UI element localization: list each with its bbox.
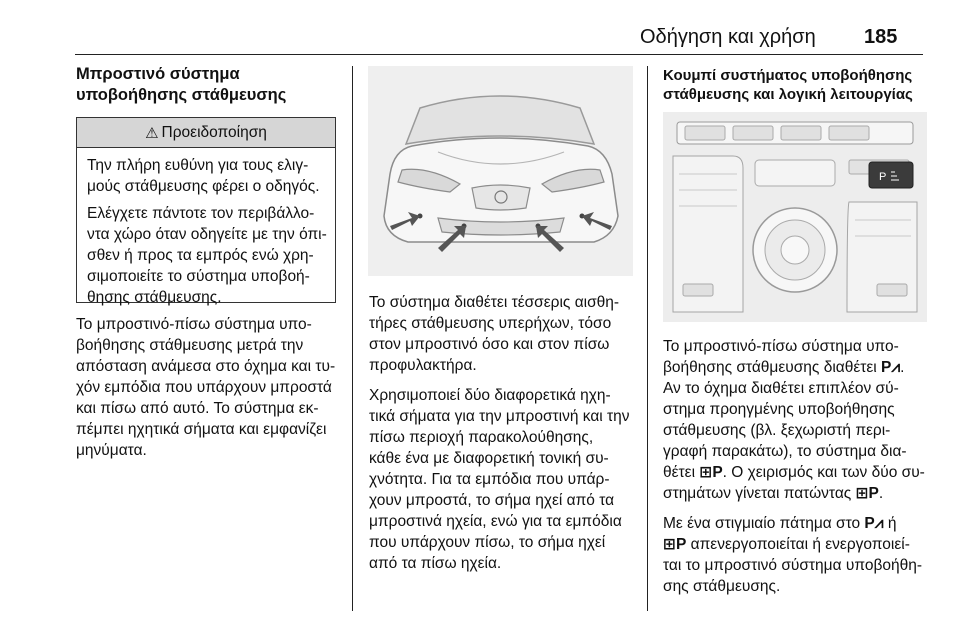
parking-assist-symbol: P⩘ <box>881 359 901 376</box>
advanced-parking-symbol: ⊞P <box>855 485 879 502</box>
car-front-illustration <box>368 66 633 276</box>
right-paragraph-2: Με ένα στιγμιαίο πάτημα στο P⩘ ή ⊞P απενεργοποιείται ή ενεργοποιεί- ται το μπροστινό σύστημα υποβοήθη- σης στάθμευσης. <box>663 515 922 595</box>
right-subtitle-block <box>663 66 933 104</box>
middle-paragraph-2: Χρησιμοποιεί δύο διαφορετικά ηχη- τικά σήματα για την μπροστινή και την πίσω περιοχή παρακολούθησης, κάθε ένα με διαφορετική τονική συ- χνότητα. Για τα εμπόδια που υπάρ- χουν μπροστά, το σήμα ηχεί από τα μπροστινά ηχεία, ενώ για τα εμπόδια που υπάρχουν πίσω, το σήμα ηχεί από τα πίσω ηχεία. <box>369 387 630 572</box>
column-divider-right <box>647 66 648 611</box>
page-header-title: Οδήγηση και χρήση <box>640 26 816 48</box>
control-panel-figure <box>663 112 927 322</box>
parking-assist-symbol: P⩘ <box>864 515 884 532</box>
center-console-illustration <box>663 112 927 322</box>
warning-paragraph-2: Ελέγχετε πάντοτε τον περιβάλλο- ντα χώρο όταν οδηγείτε με την όπι- σθεν ή προς τα εμπρός ενώ χρη- σιμοποιείτε το σύστημα υποβοή- θησης στάθμευσης. <box>87 205 327 306</box>
car-front-sensors-figure <box>368 66 633 276</box>
advanced-parking-symbol: ⊞P <box>699 464 723 481</box>
section-title: Μπροστινό σύστημα υποβοήθησης στάθμευσης <box>76 65 287 104</box>
page-number: 185 <box>864 26 898 48</box>
warning-triangle-icon: ⚠ <box>145 124 159 142</box>
left-column-title <box>76 64 338 106</box>
warning-paragraph-1: Την πλήρη ευθύνη για τους ελιγ- μούς στάθμευσης φέρει ο οδηγός. <box>87 157 320 195</box>
left-body <box>76 314 346 470</box>
advanced-parking-symbol: ⊞P <box>663 536 687 553</box>
middle-paragraph-1: Το σύστημα διαθέτει τέσσερις αισθη- τήρες στάθμευσης υπερήχων, τόσο στον μπροστινό όσο και στον πίσω προφυλακτήρα. <box>369 294 620 374</box>
middle-body <box>369 292 639 583</box>
column-divider-left <box>352 66 353 611</box>
right-body <box>663 336 933 606</box>
header-rule <box>75 54 923 55</box>
warning-box <box>76 117 336 306</box>
parking-button-label: P <box>879 171 887 183</box>
warning-title: Προειδοποίηση <box>161 123 267 141</box>
warning-header <box>77 118 335 148</box>
warning-body <box>77 148 335 308</box>
right-paragraph-1: Το μπροστινό-πίσω σύστημα υπο- βοήθησης στάθμευσης διαθέτει P⩘. Αν το όχημα διαθέτει επιπλέον σύ- στημα προηγμένης υποβοήθησης στάθμευσης (βλ. ξεχωριστή περι- γραφή παρακάτω), το σύστημα δια- θέτει ⊞P. Ο χειρισμός και των δύο συ- στημάτων γίνεται πατώντας ⊞P. <box>663 338 925 502</box>
left-body-paragraph: Το μπροστινό-πίσω σύστημα υπο- βοήθησης στάθμευσης μετρά την απόσταση ανάμεσα στο όχημα και τυ- χόν εμπόδια που υπάρχουν μπροστά και πίσω από αυτό. Το σύστημα εκ- πέμπει ηχητικά σήματα και εμφανίζει μηνύματα. <box>76 316 336 459</box>
subsection-title: Κουμπί συστήματος υποβοήθησης στάθμευσης και λογική λειτουργίας <box>663 67 913 103</box>
